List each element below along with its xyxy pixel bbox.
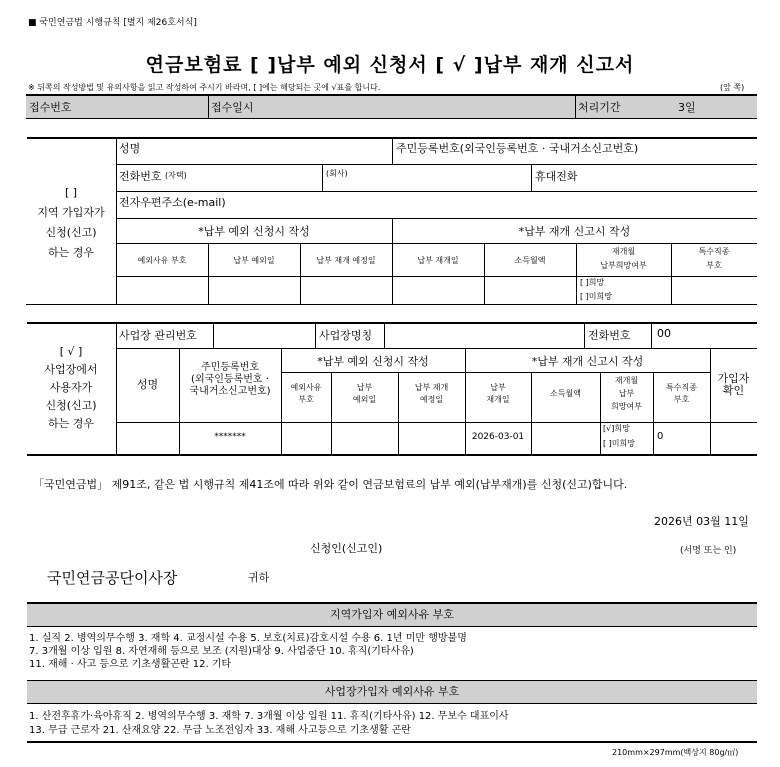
workplace-col-exempt-date: 납부 예외일 bbox=[352, 383, 377, 404]
regional-phone-row bbox=[116, 164, 757, 192]
receipt-number-label: 접수번호 bbox=[29, 101, 72, 114]
workplace-codes-header: 사업장가입자 예외사유 부호 bbox=[27, 680, 757, 704]
regional-col-income: 소득월액 bbox=[514, 256, 546, 265]
workplace-codes-list bbox=[29, 710, 509, 738]
receipt-bar bbox=[26, 94, 757, 119]
workplace-exempt-header: *납부 예외 신청시 작성 bbox=[317, 355, 429, 368]
list-item: 1. 실직 2. 병역의무수행 3. 재학 4. 교정시설 수용 5. 보호(치료)감호시설 수용 6. 1년 미만 행방불명 bbox=[29, 633, 467, 644]
workplace-data-row bbox=[116, 422, 757, 454]
regional-side-label: [ ] 지역 가입자가 신청(신고) 하는 경우 bbox=[37, 186, 105, 259]
workplace-col-income: 소득월액 bbox=[550, 389, 581, 398]
regional-col-exempt-date: 납부 예외일 bbox=[233, 256, 275, 265]
form-reference: ■ 국민연금법 시행규칙 [별지 제26호서식] bbox=[28, 18, 197, 28]
regional-opt-no[interactable]: [ ]미희망 bbox=[580, 292, 612, 301]
list-item: 7. 3개월 이상 입원 8. 자연재해 등으로 보조 (지원)대상 9. 사업중단 10. 휴직(기타사유) bbox=[29, 646, 414, 657]
list-item: 13. 무급 근로자 21. 산재요양 22. 무급 노조전임자 33. 재해 사고등으로 기초생활 곤란 bbox=[29, 725, 411, 736]
regional-name-label: 성명 bbox=[119, 142, 141, 155]
workplace-row-id: ******* bbox=[214, 432, 246, 442]
regional-column-headers bbox=[116, 243, 757, 277]
workplace-mgmt-label: 사업장 관리번호 bbox=[119, 329, 197, 342]
regional-exempt-header: *납부 예외 신청시 작성 bbox=[198, 225, 310, 238]
workplace-phone-label: 전화번호 bbox=[588, 329, 631, 342]
workplace-row-opt-yes[interactable]: [√]희망 bbox=[603, 424, 630, 433]
recipient-suffix: 귀하 bbox=[248, 571, 270, 584]
workplace-col-id: 주민등록번호 (외국인등록번호 · 국내거소신고번호) bbox=[189, 362, 271, 397]
recipient-name: 국민연금공단이사장 bbox=[47, 569, 178, 587]
workplace-col-special: 특수직종 부호 bbox=[666, 383, 697, 404]
page-side-label: (앞 쪽) bbox=[720, 83, 745, 92]
workplace-column-headers bbox=[116, 348, 757, 423]
workplace-biz-name-label: 사업장명칭 bbox=[319, 329, 373, 342]
regional-col-reason: 예외사유 부호 bbox=[137, 256, 187, 265]
signature-label: (서명 또는 인) bbox=[680, 546, 737, 556]
processing-period-value: 3일 bbox=[678, 101, 696, 114]
paper-spec: 210mm×297mm(백상지 80g/㎡) bbox=[612, 748, 739, 757]
regional-email-row bbox=[116, 191, 757, 219]
regional-codes-header: 지역가입자 예외사유 부호 bbox=[27, 602, 757, 627]
regional-name-row bbox=[116, 137, 757, 165]
regional-codes-list bbox=[29, 632, 467, 671]
workplace-col-name: 성명 bbox=[136, 378, 159, 391]
regional-phone-label: 전화번호 bbox=[119, 170, 162, 183]
regional-col-resume-expected: 납부 재개 예정일 bbox=[316, 256, 376, 265]
workplace-side-label: [ √ ] 사업장에서 사용자가 신청(신고) 하는 경우 bbox=[44, 345, 98, 430]
workplace-phone-value: 00 bbox=[657, 327, 671, 340]
regional-mobile-label: 휴대전화 bbox=[535, 170, 578, 183]
regional-phone-work: (회사) bbox=[326, 169, 348, 178]
list-item: 11. 재해 · 사고 등으로 기초생활곤란 12. 기타 bbox=[29, 659, 232, 670]
workplace-col-monthly: 재개월 납부 희망여부 bbox=[611, 376, 642, 411]
workplace-col-reason: 예외사유 부호 bbox=[290, 383, 322, 404]
regional-data-row bbox=[116, 276, 757, 305]
regional-id-label: 주민등록번호(외국인등록번호 · 국내거소신고번호) bbox=[396, 142, 639, 155]
regional-col-special: 특수직종 부호 bbox=[698, 247, 730, 270]
workplace-row-resume-date: 2026-03-01 bbox=[471, 432, 525, 442]
page-title: 연금보험료 [ ]납부 예외 신청서 [ √ ]납부 재개 신고서 bbox=[145, 54, 635, 76]
workplace-resume-header: *납부 재개 신고시 작성 bbox=[531, 355, 644, 368]
workplace-col-resume-expected: 납부 재개 예정일 bbox=[414, 383, 449, 404]
regional-opt-yes[interactable]: [ ]희망 bbox=[580, 278, 605, 287]
regional-col-resume-date: 납부 재개일 bbox=[417, 256, 459, 265]
regional-phone-home: (자택) bbox=[165, 171, 187, 180]
declaration-text: 「국민연금법」 제91조, 같은 법 시행규칙 제41조에 따라 위와 같이 연금보험료의 납부 예외(납부재개)를 신청(신고)합니다. bbox=[33, 478, 628, 491]
workplace-col-join: 가입자 확인 bbox=[717, 372, 750, 397]
processing-period-label: 처리기간 bbox=[578, 101, 621, 114]
workplace-col-resume-date: 납부 재개일 bbox=[486, 383, 510, 404]
applicant-label: 신청인(신고인) bbox=[310, 542, 383, 555]
list-item: 1. 산전후휴가·육아휴직 2. 병역의무수행 3. 재학 7. 3개월 이상 입원 11. 휴직(기타사유) 12. 무보수 대표이사 bbox=[29, 711, 509, 722]
application-date: 2026년 03월 11일 bbox=[654, 515, 749, 528]
receipt-date-label: 접수일시 bbox=[211, 101, 254, 114]
regional-col-monthly: 재개월 납부희망여부 bbox=[600, 247, 647, 270]
workplace-row-special: 0 bbox=[657, 431, 664, 442]
instruction-text: ※ 뒤쪽의 작성방법 및 유의사항을 읽고 작성하여 주시기 바라며, [ ]에는 해당되는 곳에 √표를 합니다. bbox=[28, 83, 381, 92]
regional-section-headers bbox=[116, 218, 757, 244]
workplace-row-opt-no[interactable]: [ ]미희망 bbox=[603, 439, 635, 448]
regional-resume-header: *납부 재개 신고시 작성 bbox=[518, 225, 631, 238]
workplace-info-row bbox=[116, 322, 757, 349]
regional-email-label: 전자우편주소(e-mail) bbox=[119, 196, 226, 209]
